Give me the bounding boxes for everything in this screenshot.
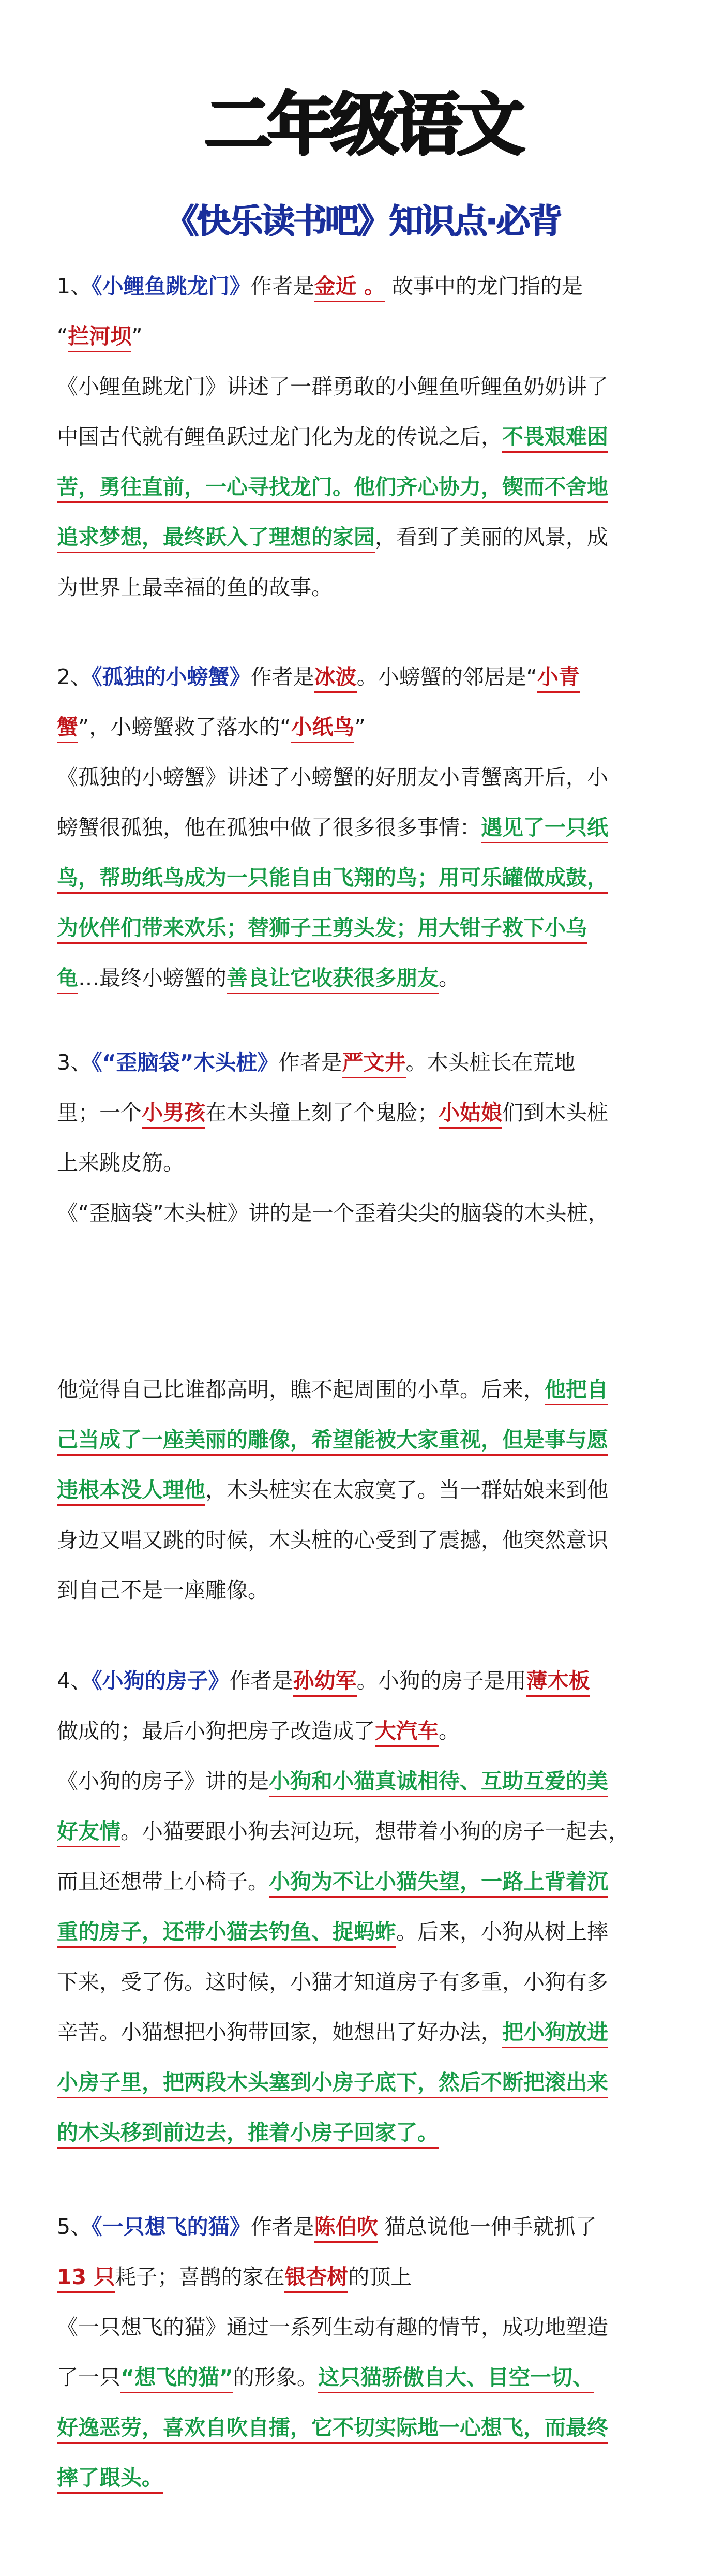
story-3-question-line bbox=[57, 1038, 675, 1088]
summary-text: 《小狗的房子》讲的是 bbox=[57, 1769, 269, 1794]
summary-text: 螃蟹很孤独，他在孤独中做了很多很多事情： bbox=[57, 815, 481, 840]
summary-line: 《“歪脑袋”木头桩》讲的是一个歪着尖尖的脑袋的木头桩， bbox=[57, 1201, 609, 1225]
answer-text: 13 只 bbox=[57, 2264, 115, 2293]
summary-highlight: 他把自 bbox=[545, 1377, 608, 1405]
page-title: 二年级语文 bbox=[204, 85, 520, 165]
summary-line bbox=[57, 1365, 675, 1415]
question-text: 。小螃蟹的邻居是“ bbox=[356, 664, 537, 689]
summary-highlight: 不畏艰难困 bbox=[502, 424, 608, 453]
story-5-answer-line bbox=[57, 2252, 675, 2302]
summary-line: 到自己不是一座雕像。 bbox=[57, 1578, 269, 1603]
summary-highlight: 重的房子，还带小猫去钓鱼、捉蚂蚱 bbox=[57, 1919, 396, 1948]
question-text: ”，小螃蟹救了落水的“ bbox=[78, 715, 291, 739]
question-text: 里；一个 bbox=[57, 1100, 142, 1125]
question-number: 1、 bbox=[57, 274, 92, 299]
summary-highlight: 为伙伴们带来欢乐；替狮子王剪头发；用大钳子救下小乌 bbox=[57, 915, 587, 944]
summary-line bbox=[57, 1415, 675, 1465]
answer-text: 小青 bbox=[537, 664, 580, 693]
summary-text: 。 bbox=[439, 966, 460, 990]
summary-line bbox=[57, 1907, 675, 1957]
summary-line bbox=[57, 2057, 675, 2108]
story-3-answer-line bbox=[57, 1088, 675, 1138]
story-5 bbox=[57, 2202, 675, 2503]
summary-line bbox=[57, 1756, 675, 1807]
question-text: 。 bbox=[439, 1719, 460, 1743]
book-title: 《一只想飞的猫》 bbox=[92, 2214, 251, 2239]
answer-text: 小姑娘 bbox=[439, 1100, 502, 1129]
question-number: 4、 bbox=[57, 1668, 92, 1693]
question-text: 们到木头桩 bbox=[502, 1100, 608, 1125]
summary-line: 《一只想飞的猫》通过一系列生动有趣的情节，成功地塑造 bbox=[57, 2315, 608, 2340]
summary-line bbox=[57, 953, 675, 1003]
summary-line: 《小鲤鱼跳龙门》讲述了一群勇敢的小鲤鱼听鲤鱼奶奶讲了 bbox=[57, 374, 608, 399]
summary-text: 。小猫要跟小狗去河边玩，想带着小狗的房子一起去， bbox=[120, 1819, 629, 1844]
summary-highlight: “想飞的猫” bbox=[120, 2365, 233, 2393]
book-title: 《小鲤鱼跳龙门》 bbox=[92, 274, 251, 299]
summary-line bbox=[57, 462, 675, 512]
author-name: 孙幼军 bbox=[293, 1668, 357, 1697]
summary-text: 他觉得自己比谁都高明，瞧不起周围的小草。后来， bbox=[57, 1377, 545, 1402]
question-number: 5、 bbox=[57, 2214, 92, 2239]
summary-line: 《孤独的小螃蟹》讲述了小螃蟹的好朋友小青蟹离开后，小 bbox=[57, 765, 608, 790]
summary-highlight: 好逸恶劳，喜欢自吹自擂，它不切实际地一心想飞，而最终 bbox=[57, 2415, 608, 2444]
summary-line bbox=[57, 2403, 675, 2453]
author-name: 严文井 bbox=[342, 1050, 406, 1078]
summary-highlight: 把小狗放进 bbox=[502, 2020, 608, 2048]
question-number: 2、 bbox=[57, 664, 92, 689]
summary-line bbox=[57, 412, 675, 462]
story-1-question-line bbox=[57, 261, 675, 312]
story-4 bbox=[57, 1656, 675, 2158]
summary-highlight: 追求梦想，最终跃入了理想的家园 bbox=[57, 525, 375, 553]
summary-line bbox=[57, 512, 675, 562]
story-5-question-line bbox=[57, 2202, 675, 2252]
summary-line: 为世界上最幸福的鱼的故事。 bbox=[57, 575, 333, 600]
author-label: 作者是 bbox=[278, 1050, 342, 1075]
story-3-answer-line: 上来跳皮筋。 bbox=[57, 1150, 184, 1175]
story-4-answer-line bbox=[57, 1706, 675, 1756]
summary-highlight: 苦，勇往直前，一心寻找龙门。他们齐心协力，锲而不舍地 bbox=[57, 475, 608, 503]
summary-text: 辛苦。小猫想把小狗带回家，她想出了好办法， bbox=[57, 2020, 502, 2045]
quote-close: ” bbox=[354, 715, 366, 739]
question-text: 耗子；喜鹊的家在 bbox=[115, 2264, 285, 2289]
summary-line bbox=[57, 2007, 675, 2057]
summary-line bbox=[57, 1857, 675, 1907]
story-4-question-line bbox=[57, 1656, 675, 1706]
story-2 bbox=[57, 652, 675, 1003]
summary-line bbox=[57, 2352, 675, 2403]
summary-line bbox=[57, 1807, 675, 1857]
question-text: 的顶上 bbox=[348, 2264, 412, 2289]
summary-text: ，看到了美丽的风景，成 bbox=[375, 525, 608, 550]
author-label: 作者是 bbox=[229, 1668, 293, 1693]
answer-text: 小男孩 bbox=[142, 1100, 205, 1129]
author-name: 陈伯吹 bbox=[314, 2214, 378, 2243]
summary-line: 身边又唱又跳的时候，木头桩的心受到了震撼，他突然意识 bbox=[57, 1528, 608, 1552]
question-text: 猫总说他一伸手就抓了 bbox=[378, 2214, 597, 2239]
summary-highlight: 的木头移到前边去，推着小房子回家了。 bbox=[57, 2120, 439, 2149]
summary-text: ，木头桩实在太寂寞了。当一群姑娘来到他 bbox=[205, 1477, 608, 1502]
summary-text: 而且还想带上小椅子。 bbox=[57, 1869, 269, 1894]
story-3-continued bbox=[57, 1365, 675, 1616]
answer-text: 大汽车 bbox=[375, 1719, 439, 1747]
answer-text: 薄木板 bbox=[526, 1668, 590, 1697]
question-text: 做成的；最后小狗把房子改造成了 bbox=[57, 1719, 375, 1743]
story-2-answer-line bbox=[57, 702, 675, 752]
summary-highlight: 违根本没人理他 bbox=[57, 1477, 205, 1506]
summary-text: …最终小螃蟹的 bbox=[78, 966, 227, 990]
author-label: 作者是 bbox=[250, 274, 314, 299]
quote-open: “ bbox=[57, 324, 68, 349]
summary-highlight: 小狗为不让小猫失望，一路上背着沉 bbox=[269, 1869, 608, 1898]
book-title: 《“歪脑袋”木头桩》 bbox=[92, 1050, 279, 1075]
summary-highlight: 己当成了一座美丽的雕像，希望能被大家重视，但是事与愿 bbox=[57, 1427, 608, 1456]
author-label: 作者是 bbox=[250, 664, 314, 689]
author-label: 作者是 bbox=[250, 2214, 314, 2239]
summary-line bbox=[57, 803, 675, 853]
summary-text: 了一只 bbox=[57, 2365, 120, 2390]
question-text: 在木头撞上刻了个鬼脸； bbox=[205, 1100, 439, 1125]
question-text: 。小狗的房子是用 bbox=[356, 1668, 526, 1693]
summary-text: 的形象。 bbox=[233, 2365, 318, 2390]
answer-text: 拦河坝 bbox=[68, 324, 131, 352]
summary-text: 。后来，小狗从树上摔 bbox=[396, 1919, 608, 1944]
story-2-question-line bbox=[57, 652, 675, 702]
book-title: 《孤独的小螃蟹》 bbox=[92, 664, 251, 689]
summary-highlight: 摔了跟头。 bbox=[57, 2465, 163, 2494]
quote-close: ” bbox=[131, 324, 143, 349]
summary-line bbox=[57, 2108, 675, 2158]
summary-line bbox=[57, 903, 675, 953]
summary-text: 中国古代就有鲤鱼跃过龙门化为龙的传说之后， bbox=[57, 424, 502, 449]
summary-highlight: 鸟，帮助纸鸟成为一只能自由飞翔的鸟；用可乐罐做成鼓， bbox=[57, 865, 608, 894]
summary-highlight: 遇见了一只纸 bbox=[481, 815, 608, 843]
story-1-answer-line bbox=[57, 312, 675, 362]
summary-highlight: 小房子里，把两段木头塞到小房子底下，然后不断把滚出来 bbox=[57, 2070, 608, 2098]
story-1 bbox=[57, 261, 675, 613]
author-name: 冰波 bbox=[314, 664, 357, 693]
summary-highlight: 这只猫骄傲自大、目空一切、 bbox=[318, 2365, 594, 2393]
summary-line: 下来，受了伤。这时候，小猫才知道房子有多重，小狗有多 bbox=[57, 1970, 608, 1994]
summary-highlight: 好友情 bbox=[57, 1819, 120, 1847]
story-3 bbox=[57, 1038, 675, 1238]
question-number: 3、 bbox=[57, 1050, 92, 1075]
answer-text: 小纸鸟 bbox=[291, 715, 354, 743]
page-subtitle: 《快乐读书吧》知识点·必背 bbox=[164, 201, 560, 241]
answer-text: 银杏树 bbox=[284, 2264, 348, 2293]
summary-line bbox=[57, 853, 675, 903]
summary-line bbox=[57, 1465, 675, 1515]
question-text: 故事中的龙门指的是 bbox=[385, 274, 583, 299]
author-name: 金近 。 bbox=[314, 274, 385, 302]
summary-highlight: 善良让它收获很多朋友 bbox=[227, 966, 439, 994]
question-text: 。木头桩长在荒地 bbox=[405, 1050, 576, 1075]
answer-text: 蟹 bbox=[57, 715, 78, 743]
summary-highlight: 龟 bbox=[57, 966, 78, 994]
summary-highlight: 小狗和小猫真诚相待、互助互爱的美 bbox=[269, 1769, 608, 1797]
summary-line bbox=[57, 2453, 675, 2503]
book-title: 《小狗的房子》 bbox=[92, 1668, 230, 1693]
